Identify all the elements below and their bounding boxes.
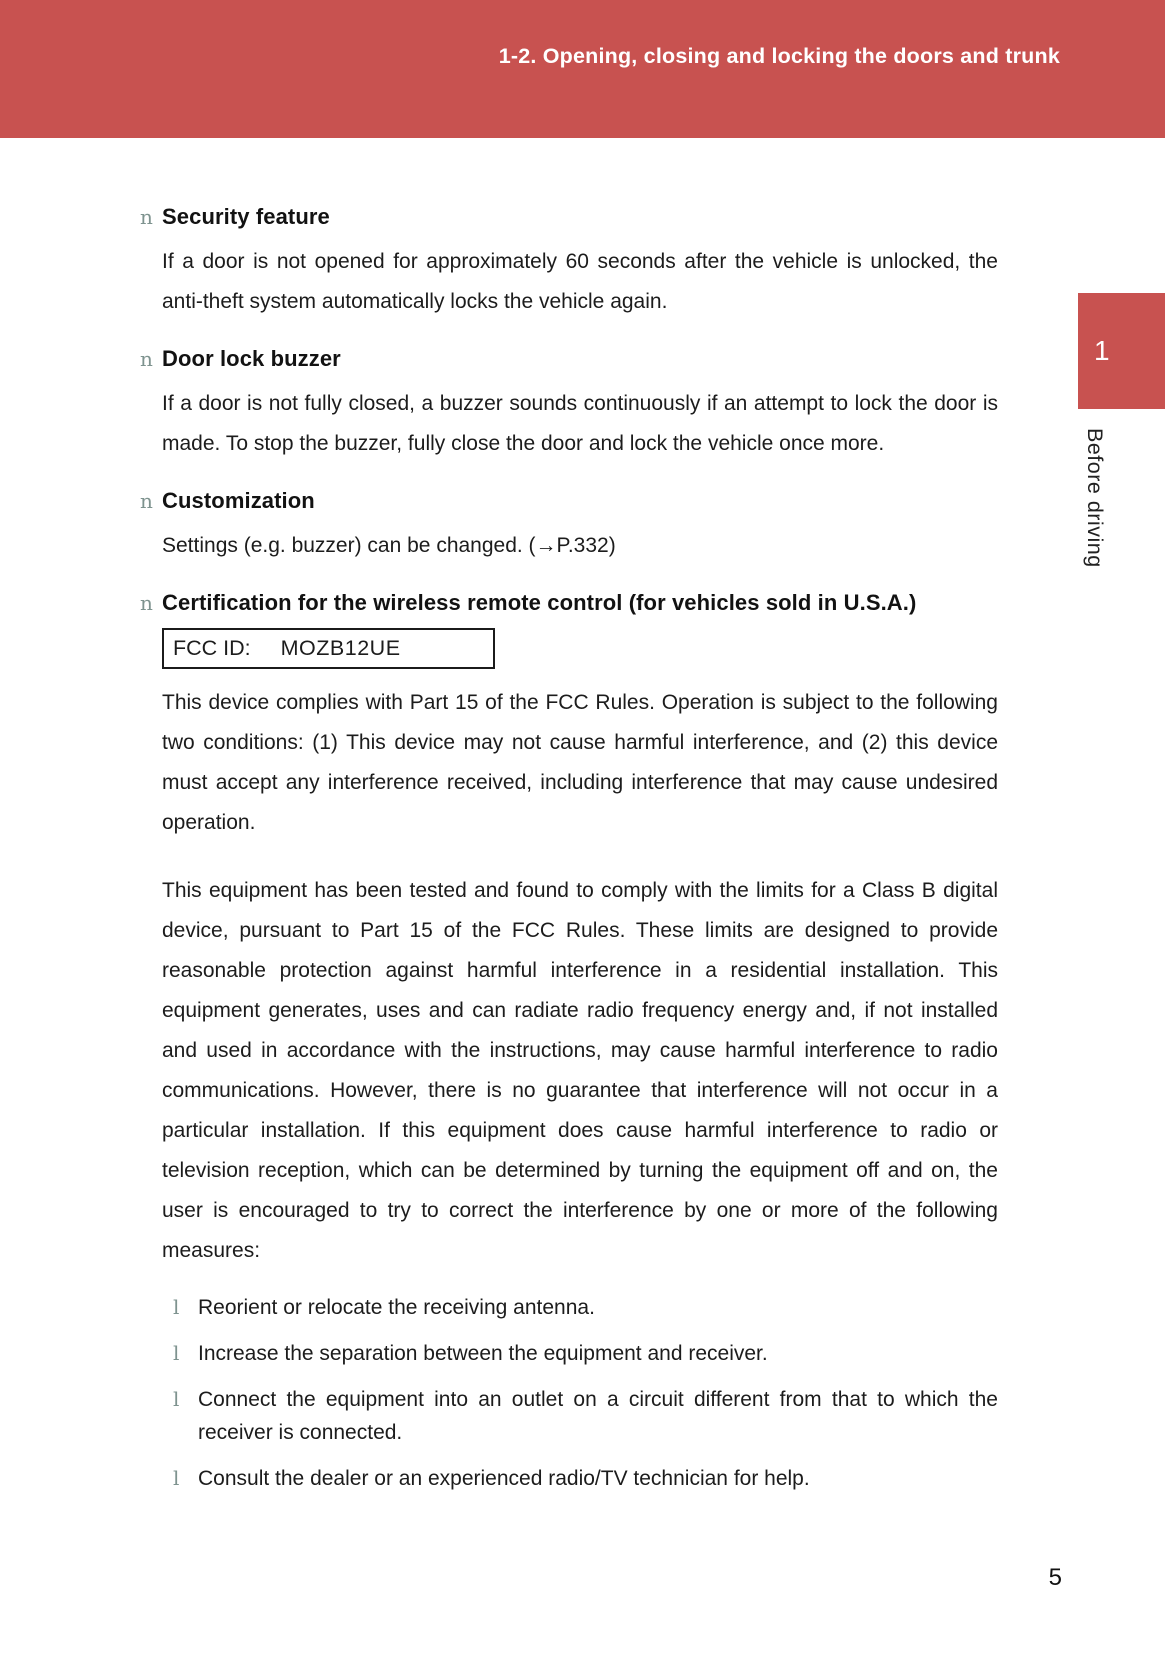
chapter-vertical-label: Before driving xyxy=(1083,428,1107,568)
section-heading: Door lock buzzer xyxy=(162,346,341,371)
body-paragraph: This equipment has been tested and found to comply with the limits for a Class B digital device, pursuant to Part 15 of the FCC Rules. These limits are designed to provide reasonable protection against harmful interference in a residential installation. This equipment generates, uses and can radiate radio frequency energy and, if not installed and used in accordance with the instructions, may cause harmful interference to radio communications. However, there is no guarantee that interference will not occur in a particular installation. If this equipment does cause harmful interference to radio or television reception, which can be determined by turning the equipment off and on, the user is encouraged to try to correct the interference by one or more of the following measures: xyxy=(162,879,998,1262)
section-body xyxy=(162,628,998,1495)
list-bullet-icon: l xyxy=(173,1387,180,1411)
list-bullet-icon: l xyxy=(173,1295,180,1319)
section-heading: Security feature xyxy=(162,204,330,229)
section-heading-row xyxy=(140,488,998,514)
fcc-id-value: MOZB12UE xyxy=(280,636,401,660)
section-certification xyxy=(140,590,998,1495)
measures-list xyxy=(162,1291,998,1495)
section-security-feature xyxy=(140,204,998,322)
fcc-id-label: FCC ID: xyxy=(173,636,251,660)
section-heading: Certification for the wireless remote control (for vehicles sold in U.S.A.) xyxy=(162,590,917,615)
measure-text: Connect the equipment into an outlet on a circuit different from that to which the receiver is connected. xyxy=(198,1388,998,1444)
section-heading-row xyxy=(140,590,998,616)
section-heading: Customization xyxy=(162,488,315,513)
section-customization xyxy=(140,488,998,566)
section-body xyxy=(162,242,998,322)
section-door-lock-buzzer xyxy=(140,346,998,464)
body-paragraph: This device complies with Part 15 of the FCC Rules. Operation is subject to the following two conditions: (1) This device may not cause harmful interference, and (2) this device must accept any interference received, including interference that may cause undesired operation. xyxy=(162,691,998,834)
body-paragraph: Settings (e.g. buzzer) can be changed. (→P.332) xyxy=(162,534,616,557)
body-paragraph: If a door is not fully closed, a buzzer sounds continuously if an attempt to lock the door is made. To stop the buzzer, fully close the door and lock the vehicle once more. xyxy=(162,392,998,455)
chapter-tab xyxy=(1078,293,1165,409)
list-bullet-icon: l xyxy=(173,1466,180,1490)
section-heading-row xyxy=(140,346,998,372)
measure-text: Increase the separation between the equipment and receiver. xyxy=(198,1342,768,1365)
section-body xyxy=(162,526,998,566)
fcc-id-box xyxy=(162,628,495,669)
section-bullet-icon: n xyxy=(140,205,153,229)
measure-text: Consult the dealer or an experienced radio/TV technician for help. xyxy=(198,1467,810,1490)
measure-text: Reorient or relocate the receiving antenna. xyxy=(198,1296,595,1319)
page-number: 5 xyxy=(1048,1564,1062,1591)
fcc-paragraphs xyxy=(162,683,998,1271)
section-heading-row xyxy=(140,204,998,230)
chapter-number: 1 xyxy=(1094,335,1110,366)
list-bullet-icon: l xyxy=(173,1341,180,1365)
section-bullet-icon: n xyxy=(140,591,153,615)
page-header-title: 1-2. Opening, closing and locking the doors and trunk xyxy=(498,44,1060,68)
section-bullet-icon: n xyxy=(140,347,153,371)
body-paragraph: If a door is not opened for approximately 60 seconds after the vehicle is unlocked, the anti-theft system automatically locks the vehicle again. xyxy=(162,250,998,313)
measure-item xyxy=(162,1337,998,1370)
content-area xyxy=(140,196,998,1495)
measure-item xyxy=(162,1383,998,1449)
measure-item xyxy=(162,1291,998,1324)
page-header-bar xyxy=(0,0,1165,138)
section-body xyxy=(162,384,998,464)
measure-item xyxy=(162,1462,998,1495)
section-bullet-icon: n xyxy=(140,489,153,513)
